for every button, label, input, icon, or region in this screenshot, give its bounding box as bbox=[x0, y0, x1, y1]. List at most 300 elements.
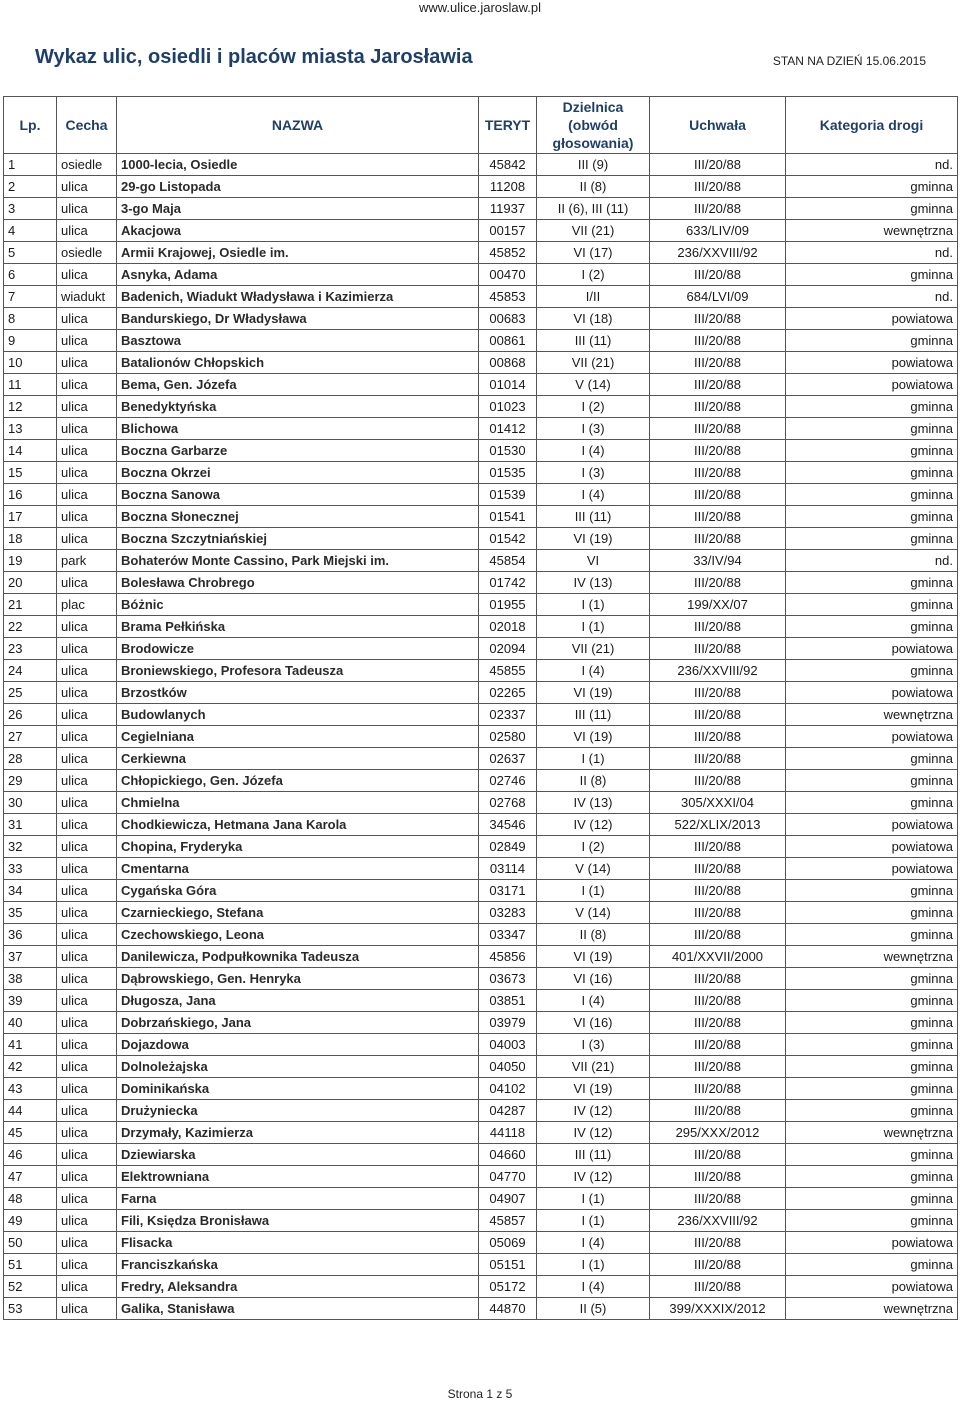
cell-cecha: ulica bbox=[57, 1276, 117, 1298]
cell-kategoria: gminna bbox=[786, 1254, 958, 1276]
cell-lp: 22 bbox=[4, 616, 57, 638]
cell-cecha: ulica bbox=[57, 1012, 117, 1034]
cell-lp: 21 bbox=[4, 594, 57, 616]
cell-lp: 35 bbox=[4, 902, 57, 924]
cell-cecha: ulica bbox=[57, 968, 117, 990]
column-header-nazwa: NAZWA bbox=[117, 97, 479, 154]
cell-uchwala: III/20/88 bbox=[650, 880, 786, 902]
table-row bbox=[4, 748, 958, 770]
cell-uchwala: 401/XXVII/2000 bbox=[650, 946, 786, 968]
cell-lp: 36 bbox=[4, 924, 57, 946]
table-row bbox=[4, 990, 958, 1012]
cell-dzielnica: IV (12) bbox=[537, 1122, 650, 1144]
cell-dzielnica: VII (21) bbox=[537, 1056, 650, 1078]
cell-dzielnica: I (3) bbox=[537, 1034, 650, 1056]
cell-kategoria: nd. bbox=[786, 550, 958, 572]
cell-uchwala: III/20/88 bbox=[650, 924, 786, 946]
cell-kategoria: gminna bbox=[786, 1078, 958, 1100]
cell-lp: 18 bbox=[4, 528, 57, 550]
cell-nazwa: Asnyka, Adama bbox=[117, 264, 479, 286]
cell-dzielnica: III (11) bbox=[537, 704, 650, 726]
cell-cecha: ulica bbox=[57, 484, 117, 506]
table-row bbox=[4, 880, 958, 902]
cell-dzielnica: I (3) bbox=[537, 462, 650, 484]
cell-dzielnica: VI (19) bbox=[537, 946, 650, 968]
cell-teryt: 03171 bbox=[479, 880, 537, 902]
table-row bbox=[4, 242, 958, 264]
cell-dzielnica: IV (13) bbox=[537, 792, 650, 814]
cell-cecha: ulica bbox=[57, 308, 117, 330]
cell-lp: 50 bbox=[4, 1232, 57, 1254]
cell-cecha: ulica bbox=[57, 1144, 117, 1166]
cell-uchwala: III/20/88 bbox=[650, 902, 786, 924]
table-body bbox=[4, 154, 958, 1320]
table-row bbox=[4, 352, 958, 374]
cell-teryt: 01023 bbox=[479, 396, 537, 418]
cell-lp: 26 bbox=[4, 704, 57, 726]
table-row bbox=[4, 1276, 958, 1298]
cell-nazwa: Brama Pełkińska bbox=[117, 616, 479, 638]
column-header-kategoria: Kategoria drogi bbox=[786, 97, 958, 154]
cell-cecha: ulica bbox=[57, 726, 117, 748]
table-row bbox=[4, 616, 958, 638]
cell-teryt: 03114 bbox=[479, 858, 537, 880]
cell-uchwala: III/20/88 bbox=[650, 726, 786, 748]
cell-nazwa: Benedyktyńska bbox=[117, 396, 479, 418]
table-row bbox=[4, 704, 958, 726]
cell-uchwala: III/20/88 bbox=[650, 638, 786, 660]
cell-cecha: ulica bbox=[57, 264, 117, 286]
cell-cecha: ulica bbox=[57, 1100, 117, 1122]
cell-cecha: ulica bbox=[57, 1056, 117, 1078]
cell-dzielnica: I (1) bbox=[537, 594, 650, 616]
cell-teryt: 04050 bbox=[479, 1056, 537, 1078]
cell-teryt: 02849 bbox=[479, 836, 537, 858]
table-row bbox=[4, 726, 958, 748]
column-header-lp: Lp. bbox=[4, 97, 57, 154]
cell-cecha: osiedle bbox=[57, 242, 117, 264]
cell-dzielnica: I (4) bbox=[537, 660, 650, 682]
cell-uchwala: III/20/88 bbox=[650, 308, 786, 330]
cell-lp: 5 bbox=[4, 242, 57, 264]
cell-uchwala: III/20/88 bbox=[650, 440, 786, 462]
cell-uchwala: III/20/88 bbox=[650, 748, 786, 770]
cell-lp: 4 bbox=[4, 220, 57, 242]
cell-kategoria: powiatowa bbox=[786, 814, 958, 836]
cell-teryt: 01014 bbox=[479, 374, 537, 396]
table-row bbox=[4, 1144, 958, 1166]
cell-uchwala: III/20/88 bbox=[650, 352, 786, 374]
cell-teryt: 45857 bbox=[479, 1210, 537, 1232]
site-url: www.ulice.jaroslaw.pl bbox=[418, 0, 542, 15]
cell-lp: 40 bbox=[4, 1012, 57, 1034]
cell-uchwala: III/20/88 bbox=[650, 1232, 786, 1254]
cell-dzielnica: I (4) bbox=[537, 990, 650, 1012]
document-date: STAN NA DZIEŃ 15.06.2015 bbox=[772, 54, 926, 68]
cell-dzielnica: V (14) bbox=[537, 374, 650, 396]
cell-kategoria: gminna bbox=[786, 1056, 958, 1078]
cell-teryt: 44870 bbox=[479, 1298, 537, 1320]
cell-nazwa: Boczna Szczytniańskiej bbox=[117, 528, 479, 550]
cell-nazwa: Danilewicza, Podpułkownika Tadeusza bbox=[117, 946, 479, 968]
cell-nazwa: Dziewiarska bbox=[117, 1144, 479, 1166]
document-title: Wykaz ulic, osiedli i placów miasta Jarosławia bbox=[35, 46, 473, 68]
cell-kategoria: gminna bbox=[786, 616, 958, 638]
cell-lp: 15 bbox=[4, 462, 57, 484]
cell-teryt: 02018 bbox=[479, 616, 537, 638]
table-row bbox=[4, 770, 958, 792]
cell-dzielnica: I (2) bbox=[537, 396, 650, 418]
cell-cecha: ulica bbox=[57, 1034, 117, 1056]
table-row bbox=[4, 1122, 958, 1144]
cell-cecha: ulica bbox=[57, 352, 117, 374]
cell-dzielnica: II (6), III (11) bbox=[537, 198, 650, 220]
cell-teryt: 45842 bbox=[479, 154, 537, 176]
cell-nazwa: 29-go Listopada bbox=[117, 176, 479, 198]
cell-lp: 25 bbox=[4, 682, 57, 704]
cell-teryt: 01542 bbox=[479, 528, 537, 550]
table-row bbox=[4, 418, 958, 440]
cell-uchwala: III/20/88 bbox=[650, 704, 786, 726]
cell-kategoria: powiatowa bbox=[786, 1276, 958, 1298]
cell-kategoria: gminna bbox=[786, 396, 958, 418]
cell-uchwala: III/20/88 bbox=[650, 682, 786, 704]
cell-dzielnica: IV (12) bbox=[537, 814, 650, 836]
cell-kategoria: gminna bbox=[786, 880, 958, 902]
cell-nazwa: Długosza, Jana bbox=[117, 990, 479, 1012]
cell-nazwa: Akacjowa bbox=[117, 220, 479, 242]
cell-dzielnica: I (1) bbox=[537, 1210, 650, 1232]
cell-lp: 20 bbox=[4, 572, 57, 594]
table-row bbox=[4, 1210, 958, 1232]
cell-lp: 1 bbox=[4, 154, 57, 176]
cell-lp: 8 bbox=[4, 308, 57, 330]
table-row bbox=[4, 638, 958, 660]
cell-dzielnica: II (5) bbox=[537, 1298, 650, 1320]
column-header-cecha: Cecha bbox=[57, 97, 117, 154]
table-row bbox=[4, 902, 958, 924]
table-row bbox=[4, 264, 958, 286]
cell-kategoria: gminna bbox=[786, 1034, 958, 1056]
cell-dzielnica: VII (21) bbox=[537, 352, 650, 374]
cell-nazwa: Czarnieckiego, Stefana bbox=[117, 902, 479, 924]
cell-dzielnica: III (9) bbox=[537, 154, 650, 176]
cell-dzielnica: I (2) bbox=[537, 264, 650, 286]
table-row bbox=[4, 1056, 958, 1078]
table-row bbox=[4, 792, 958, 814]
table-row bbox=[4, 396, 958, 418]
cell-uchwala: III/20/88 bbox=[650, 1254, 786, 1276]
cell-dzielnica: VII (21) bbox=[537, 220, 650, 242]
table-row bbox=[4, 660, 958, 682]
cell-cecha: ulica bbox=[57, 220, 117, 242]
table-header-row bbox=[4, 97, 958, 154]
cell-uchwala: 236/XXVIII/92 bbox=[650, 242, 786, 264]
cell-dzielnica: VI (16) bbox=[537, 968, 650, 990]
cell-cecha: ulica bbox=[57, 748, 117, 770]
table-row bbox=[4, 440, 958, 462]
cell-nazwa: Dobrzańskiego, Jana bbox=[117, 1012, 479, 1034]
cell-uchwala: III/20/88 bbox=[650, 528, 786, 550]
cell-lp: 46 bbox=[4, 1144, 57, 1166]
cell-dzielnica: II (8) bbox=[537, 924, 650, 946]
cell-uchwala: 295/XXX/2012 bbox=[650, 1122, 786, 1144]
cell-uchwala: III/20/88 bbox=[650, 616, 786, 638]
cell-lp: 11 bbox=[4, 374, 57, 396]
cell-kategoria: powiatowa bbox=[786, 352, 958, 374]
cell-lp: 16 bbox=[4, 484, 57, 506]
cell-teryt: 05172 bbox=[479, 1276, 537, 1298]
column-header-uchwala: Uchwała bbox=[650, 97, 786, 154]
cell-nazwa: Budowlanych bbox=[117, 704, 479, 726]
cell-kategoria: gminna bbox=[786, 176, 958, 198]
cell-teryt: 01742 bbox=[479, 572, 537, 594]
cell-kategoria: powiatowa bbox=[786, 726, 958, 748]
streets-table bbox=[3, 96, 958, 1320]
cell-lp: 30 bbox=[4, 792, 57, 814]
table-row bbox=[4, 968, 958, 990]
cell-nazwa: Fili, Księdza Bronisława bbox=[117, 1210, 479, 1232]
cell-kategoria: gminna bbox=[786, 462, 958, 484]
cell-dzielnica: I (1) bbox=[537, 616, 650, 638]
cell-teryt: 04287 bbox=[479, 1100, 537, 1122]
cell-uchwala: III/20/88 bbox=[650, 1166, 786, 1188]
cell-dzielnica: I/II bbox=[537, 286, 650, 308]
cell-cecha: ulica bbox=[57, 792, 117, 814]
cell-teryt: 05151 bbox=[479, 1254, 537, 1276]
cell-kategoria: gminna bbox=[786, 528, 958, 550]
table-row bbox=[4, 506, 958, 528]
cell-teryt: 03979 bbox=[479, 1012, 537, 1034]
cell-uchwala: 199/XX/07 bbox=[650, 594, 786, 616]
cell-kategoria: gminna bbox=[786, 924, 958, 946]
cell-dzielnica: IV (13) bbox=[537, 572, 650, 594]
cell-lp: 43 bbox=[4, 1078, 57, 1100]
cell-uchwala: III/20/88 bbox=[650, 374, 786, 396]
table-row bbox=[4, 220, 958, 242]
cell-cecha: park bbox=[57, 550, 117, 572]
cell-dzielnica: I (1) bbox=[537, 1188, 650, 1210]
cell-nazwa: Badenich, Wiadukt Władysława i Kazimierza bbox=[117, 286, 479, 308]
cell-lp: 31 bbox=[4, 814, 57, 836]
cell-cecha: ulica bbox=[57, 528, 117, 550]
cell-cecha: ulica bbox=[57, 462, 117, 484]
cell-cecha: ulica bbox=[57, 638, 117, 660]
cell-cecha: ulica bbox=[57, 418, 117, 440]
column-header-dzielnica: Dzielnica (obwód głosowania) bbox=[537, 97, 650, 154]
cell-cecha: ulica bbox=[57, 176, 117, 198]
cell-dzielnica: VI (16) bbox=[537, 1012, 650, 1034]
table-row bbox=[4, 308, 958, 330]
cell-nazwa: Boczna Okrzei bbox=[117, 462, 479, 484]
cell-lp: 2 bbox=[4, 176, 57, 198]
cell-nazwa: Blichowa bbox=[117, 418, 479, 440]
cell-nazwa: Bóżnic bbox=[117, 594, 479, 616]
cell-uchwala: III/20/88 bbox=[650, 1078, 786, 1100]
cell-uchwala: III/20/88 bbox=[650, 770, 786, 792]
cell-dzielnica: II (8) bbox=[537, 770, 650, 792]
cell-nazwa: Dominikańska bbox=[117, 1078, 479, 1100]
cell-lp: 38 bbox=[4, 968, 57, 990]
cell-kategoria: gminna bbox=[786, 902, 958, 924]
column-header-teryt: TERYT bbox=[479, 97, 537, 154]
cell-uchwala: III/20/88 bbox=[650, 1012, 786, 1034]
cell-cecha: ulica bbox=[57, 660, 117, 682]
cell-kategoria: gminna bbox=[786, 968, 958, 990]
cell-cecha: ulica bbox=[57, 1298, 117, 1320]
cell-nazwa: Bandurskiego, Dr Władysława bbox=[117, 308, 479, 330]
cell-nazwa: Drużyniecka bbox=[117, 1100, 479, 1122]
cell-nazwa: Broniewskiego, Profesora Tadeusza bbox=[117, 660, 479, 682]
cell-uchwala: III/20/88 bbox=[650, 154, 786, 176]
cell-teryt: 00683 bbox=[479, 308, 537, 330]
cell-cecha: ulica bbox=[57, 902, 117, 924]
table-row bbox=[4, 836, 958, 858]
cell-cecha: osiedle bbox=[57, 154, 117, 176]
cell-dzielnica: VI bbox=[537, 550, 650, 572]
table-row bbox=[4, 374, 958, 396]
table-row bbox=[4, 176, 958, 198]
cell-lp: 41 bbox=[4, 1034, 57, 1056]
cell-cecha: ulica bbox=[57, 1254, 117, 1276]
cell-nazwa: Elektrowniana bbox=[117, 1166, 479, 1188]
cell-kategoria: powiatowa bbox=[786, 858, 958, 880]
cell-teryt: 01539 bbox=[479, 484, 537, 506]
cell-nazwa: Chmielna bbox=[117, 792, 479, 814]
cell-teryt: 00861 bbox=[479, 330, 537, 352]
table-row bbox=[4, 550, 958, 572]
cell-lp: 9 bbox=[4, 330, 57, 352]
cell-dzielnica: I (1) bbox=[537, 880, 650, 902]
cell-cecha: ulica bbox=[57, 374, 117, 396]
cell-lp: 27 bbox=[4, 726, 57, 748]
cell-dzielnica: VI (18) bbox=[537, 308, 650, 330]
table-row bbox=[4, 198, 958, 220]
table-row bbox=[4, 462, 958, 484]
cell-nazwa: Cygańska Góra bbox=[117, 880, 479, 902]
cell-lp: 48 bbox=[4, 1188, 57, 1210]
cell-teryt: 05069 bbox=[479, 1232, 537, 1254]
cell-dzielnica: I (4) bbox=[537, 484, 650, 506]
cell-kategoria: gminna bbox=[786, 1012, 958, 1034]
cell-teryt: 45856 bbox=[479, 946, 537, 968]
cell-cecha: ulica bbox=[57, 704, 117, 726]
cell-dzielnica: III (11) bbox=[537, 1144, 650, 1166]
cell-uchwala: III/20/88 bbox=[650, 330, 786, 352]
cell-teryt: 00868 bbox=[479, 352, 537, 374]
cell-teryt: 45855 bbox=[479, 660, 537, 682]
table-row bbox=[4, 1078, 958, 1100]
cell-lp: 19 bbox=[4, 550, 57, 572]
cell-uchwala: III/20/88 bbox=[650, 1188, 786, 1210]
cell-kategoria: wewnętrzna bbox=[786, 946, 958, 968]
cell-lp: 3 bbox=[4, 198, 57, 220]
cell-nazwa: 3-go Maja bbox=[117, 198, 479, 220]
cell-uchwala: III/20/88 bbox=[650, 1034, 786, 1056]
cell-teryt: 02337 bbox=[479, 704, 537, 726]
cell-cecha: ulica bbox=[57, 1078, 117, 1100]
cell-nazwa: Bolesława Chrobrego bbox=[117, 572, 479, 594]
cell-dzielnica: II (8) bbox=[537, 176, 650, 198]
table-row bbox=[4, 1232, 958, 1254]
cell-teryt: 03673 bbox=[479, 968, 537, 990]
cell-uchwala: 522/XLIX/2013 bbox=[650, 814, 786, 836]
cell-kategoria: wewnętrzna bbox=[786, 1122, 958, 1144]
cell-cecha: ulica bbox=[57, 858, 117, 880]
cell-teryt: 04660 bbox=[479, 1144, 537, 1166]
cell-teryt: 11208 bbox=[479, 176, 537, 198]
cell-teryt: 44118 bbox=[479, 1122, 537, 1144]
cell-dzielnica: I (4) bbox=[537, 440, 650, 462]
cell-lp: 52 bbox=[4, 1276, 57, 1298]
cell-dzielnica: V (14) bbox=[537, 858, 650, 880]
cell-lp: 12 bbox=[4, 396, 57, 418]
cell-cecha: ulica bbox=[57, 836, 117, 858]
cell-lp: 32 bbox=[4, 836, 57, 858]
cell-cecha: plac bbox=[57, 594, 117, 616]
cell-nazwa: Boczna Słonecznej bbox=[117, 506, 479, 528]
cell-nazwa: Dojazdowa bbox=[117, 1034, 479, 1056]
cell-dzielnica: VI (19) bbox=[537, 726, 650, 748]
table-row bbox=[4, 1100, 958, 1122]
cell-kategoria: wewnętrzna bbox=[786, 704, 958, 726]
cell-kategoria: powiatowa bbox=[786, 836, 958, 858]
cell-cecha: ulica bbox=[57, 814, 117, 836]
cell-cecha: ulica bbox=[57, 1188, 117, 1210]
cell-kategoria: gminna bbox=[786, 484, 958, 506]
cell-nazwa: Drzymały, Kazimierza bbox=[117, 1122, 479, 1144]
cell-cecha: ulica bbox=[57, 682, 117, 704]
cell-uchwala: III/20/88 bbox=[650, 396, 786, 418]
cell-kategoria: gminna bbox=[786, 990, 958, 1012]
cell-dzielnica: V (14) bbox=[537, 902, 650, 924]
cell-uchwala: III/20/88 bbox=[650, 858, 786, 880]
cell-nazwa: Boczna Garbarze bbox=[117, 440, 479, 462]
cell-dzielnica: I (4) bbox=[537, 1232, 650, 1254]
cell-nazwa: Dąbrowskiego, Gen. Henryka bbox=[117, 968, 479, 990]
cell-lp: 47 bbox=[4, 1166, 57, 1188]
cell-kategoria: gminna bbox=[786, 264, 958, 286]
cell-kategoria: gminna bbox=[786, 330, 958, 352]
cell-dzielnica: IV (12) bbox=[537, 1100, 650, 1122]
cell-lp: 39 bbox=[4, 990, 57, 1012]
cell-nazwa: Dolnoleżajska bbox=[117, 1056, 479, 1078]
cell-cecha: ulica bbox=[57, 396, 117, 418]
cell-kategoria: gminna bbox=[786, 770, 958, 792]
cell-teryt: 01535 bbox=[479, 462, 537, 484]
cell-kategoria: gminna bbox=[786, 1100, 958, 1122]
cell-dzielnica: I (1) bbox=[537, 748, 650, 770]
cell-teryt: 01541 bbox=[479, 506, 537, 528]
cell-uchwala: 684/LVI/09 bbox=[650, 286, 786, 308]
cell-kategoria: gminna bbox=[786, 1166, 958, 1188]
cell-teryt: 03347 bbox=[479, 924, 537, 946]
cell-nazwa: Flisacka bbox=[117, 1232, 479, 1254]
cell-nazwa: Galika, Stanisława bbox=[117, 1298, 479, 1320]
table-row bbox=[4, 1188, 958, 1210]
cell-lp: 49 bbox=[4, 1210, 57, 1232]
cell-uchwala: III/20/88 bbox=[650, 1276, 786, 1298]
cell-cecha: ulica bbox=[57, 924, 117, 946]
table-row bbox=[4, 484, 958, 506]
cell-teryt: 02580 bbox=[479, 726, 537, 748]
cell-cecha: ulica bbox=[57, 770, 117, 792]
cell-dzielnica: VI (19) bbox=[537, 682, 650, 704]
cell-nazwa: Cegielniana bbox=[117, 726, 479, 748]
cell-lp: 14 bbox=[4, 440, 57, 462]
cell-cecha: ulica bbox=[57, 330, 117, 352]
cell-cecha: ulica bbox=[57, 616, 117, 638]
